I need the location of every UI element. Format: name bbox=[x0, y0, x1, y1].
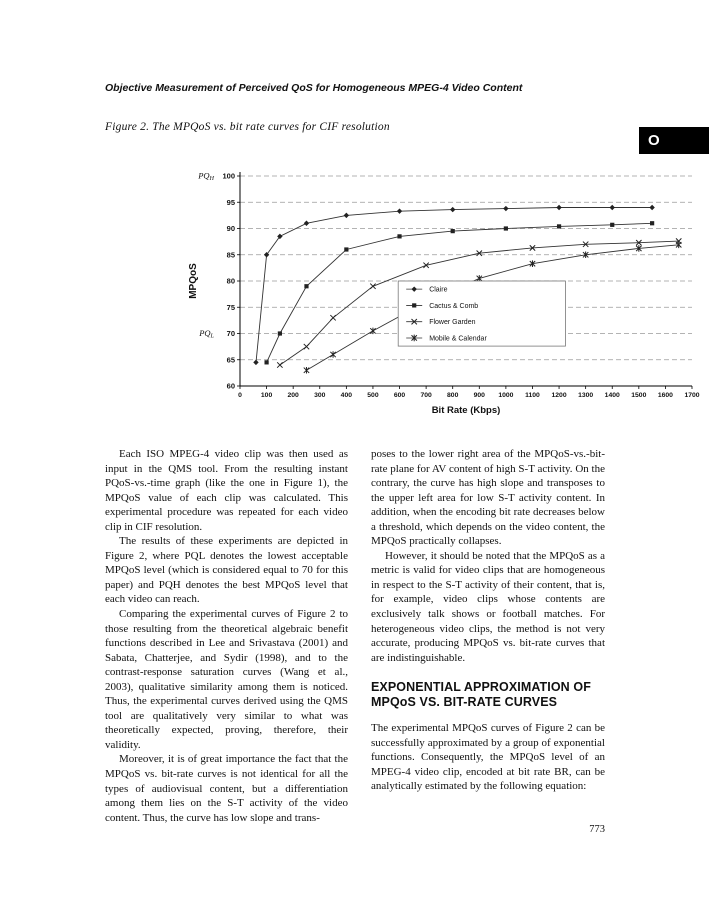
svg-text:1700: 1700 bbox=[684, 392, 700, 399]
svg-text:500: 500 bbox=[367, 392, 379, 399]
svg-text:Mobile & Calendar: Mobile & Calendar bbox=[429, 335, 487, 343]
svg-text:100: 100 bbox=[260, 392, 273, 399]
svg-text:1200: 1200 bbox=[551, 392, 567, 399]
paragraph: poses to the lower right area of the MPQoS-vs.-bit-rate plane for AV content of high S-T activity. On the contrary, the curve has high slope and transposes to the upper left area for low S-T activity content. In addition, when the encoding bit rate decreases below a threshold, which depends on the video content, the MPQoS practically collapses. bbox=[371, 448, 605, 548]
svg-text:Flower Garden: Flower Garden bbox=[429, 319, 476, 327]
figure-caption: Figure 2. The MPQoS vs. bit rate curves for CIF resolution bbox=[105, 121, 390, 133]
svg-text:200: 200 bbox=[287, 392, 299, 399]
mpqos-vs-bitrate-chart bbox=[186, 160, 702, 418]
svg-text:Claire: Claire bbox=[429, 286, 448, 294]
paragraph: However, it should be noted that the MPQoS as a metric is valid for video clips that are homogeneous in respect to the S-T activity of their content, that is, for example, video clips whose contents are exclusively talk shows or football matches. For heterogeneous video clips, the method is not very accurate, producing MPQoS vs. bit-rate curves that are indistinguishable. bbox=[371, 549, 605, 664]
svg-text:1000: 1000 bbox=[498, 392, 514, 399]
svg-text:75: 75 bbox=[226, 302, 235, 312]
svg-text:700: 700 bbox=[420, 392, 432, 399]
svg-text:900: 900 bbox=[473, 392, 485, 399]
paragraph: The results of these experiments are depicted in Figure 2, where PQL denotes the lowest acceptable MPQoS level (which is considered equal to 70 for this paper) and PQH denotes the best MPQoS level that each video can reach. bbox=[105, 535, 348, 606]
svg-text:1100: 1100 bbox=[525, 392, 540, 399]
svg-text:80: 80 bbox=[226, 276, 235, 286]
svg-text:PQH: PQH bbox=[198, 170, 214, 183]
left-column bbox=[105, 447, 348, 825]
page-number: 773 bbox=[589, 824, 605, 835]
chapter-tab bbox=[639, 127, 709, 154]
svg-text:1500: 1500 bbox=[631, 392, 647, 399]
svg-text:PQL: PQL bbox=[199, 328, 214, 340]
svg-text:100: 100 bbox=[222, 171, 235, 181]
svg-text:1600: 1600 bbox=[657, 392, 673, 399]
svg-text:85: 85 bbox=[226, 250, 235, 260]
svg-text:Bit Rate (Kbps): Bit Rate (Kbps) bbox=[431, 405, 501, 416]
svg-text:70: 70 bbox=[226, 329, 235, 339]
paragraph: Comparing the experimental curves of Figure 2 to those resulting from the theoretical algebraic benefit functions described in Lee and Srivastava (2001) and Sabata, Chatterjee, and Sydir (1998), and to the contrast-response saturation curves (Wang et al., 2003), qualitative similarity among them is noticed. Thus, the experimental curves derived using the QMS tool are qualitatively very similar to what was theoretically expected, proving, therefore, their validity. bbox=[105, 608, 348, 751]
svg-text:65: 65 bbox=[226, 355, 235, 365]
mpqos-chart-svg bbox=[186, 160, 702, 418]
section-heading: EXPONENTIAL APPROXIMATION OF MPQoS VS. BIT-RATE CURVES bbox=[371, 680, 591, 710]
svg-text:95: 95 bbox=[226, 197, 235, 207]
svg-text:400: 400 bbox=[340, 392, 353, 399]
right-column bbox=[371, 447, 605, 794]
paragraph: Each ISO MPEG-4 video clip was then used as input in the QMS tool. From the resulting instant PQoS-vs.-time graph (like the one in Figure 1), the MPQoS value of each clip was calculated. This experimental procedure was repeated for each video clip in CIF resolution. bbox=[105, 448, 348, 533]
svg-text:300: 300 bbox=[314, 392, 326, 399]
svg-text:Cactus & Comb: Cactus & Comb bbox=[429, 302, 479, 310]
paragraph: Moreover, it is of great importance the fact that the MPQoS vs. bit-rate curves is not identical for all the types of audiovisual content, but a differentiation among them lies on the S-T activity of the video content. Thus, the curve has low slope and trans- bbox=[105, 753, 348, 824]
svg-text:800: 800 bbox=[447, 392, 459, 399]
svg-text:1400: 1400 bbox=[604, 392, 620, 399]
svg-text:1300: 1300 bbox=[578, 392, 594, 399]
svg-text:60: 60 bbox=[226, 381, 235, 391]
running-head: Objective Measurement of Perceived QoS for Homogeneous MPEG-4 Video Content bbox=[105, 82, 523, 94]
svg-text:90: 90 bbox=[226, 224, 235, 234]
paragraph: The experimental MPQoS curves of Figure 2 can be successfully approximated by a group of exponential functions. Consequently, the MPQoS level of an MPEG-4 video clip, encoded at bit rate BR, can be analytically estimated by the following equation: bbox=[371, 722, 605, 793]
svg-text:0: 0 bbox=[238, 392, 242, 399]
chapter-tab-letter: O bbox=[648, 132, 660, 149]
svg-text:MPQoS: MPQoS bbox=[188, 263, 199, 299]
svg-text:600: 600 bbox=[393, 392, 406, 399]
